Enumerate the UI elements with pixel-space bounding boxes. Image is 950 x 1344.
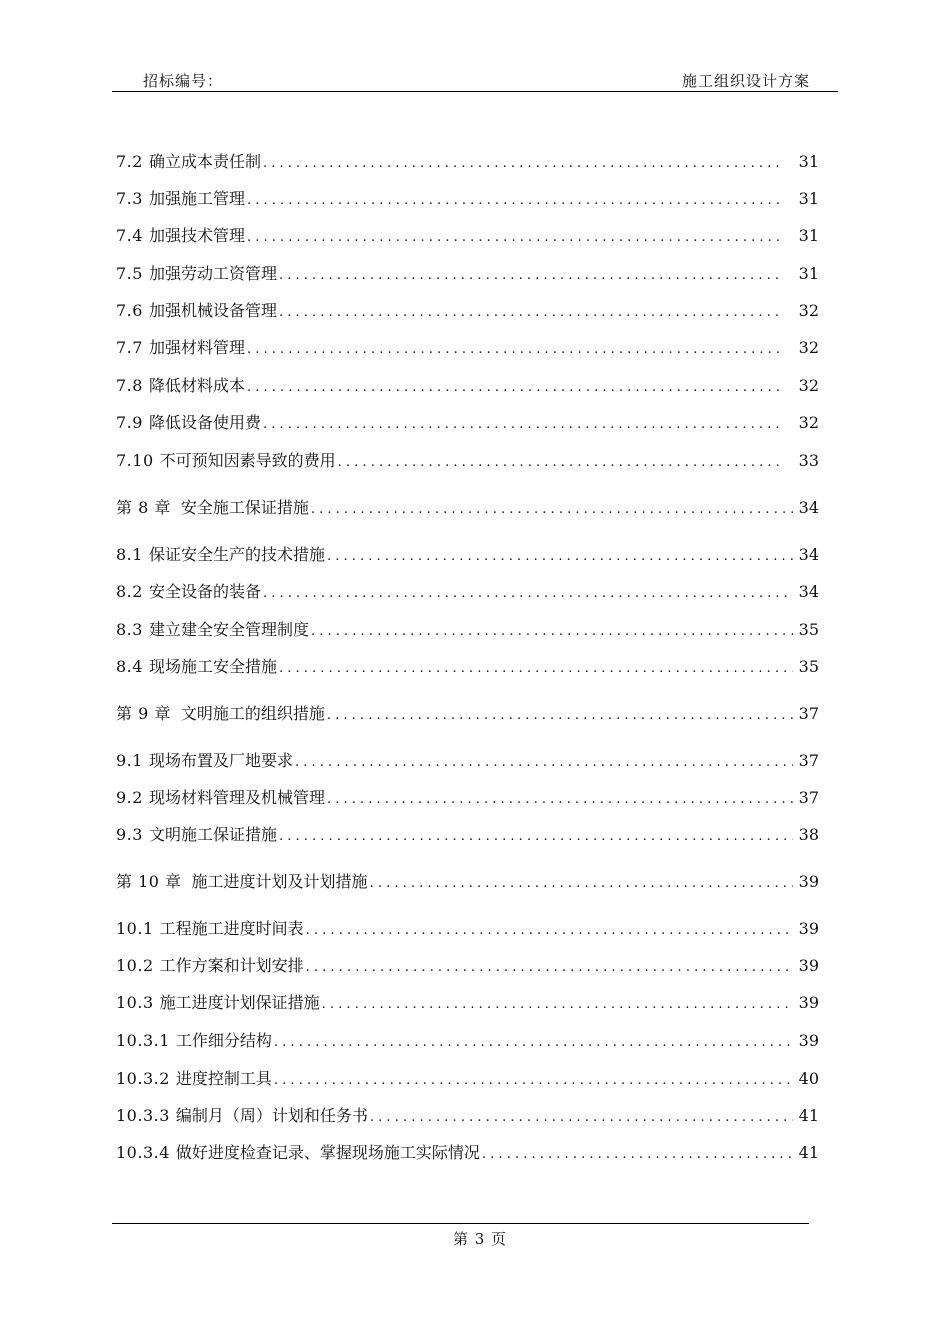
toc-entry-page: 31	[798, 226, 819, 245]
toc-entry-title: 加强技术管理	[148, 226, 245, 245]
toc-dot-leader	[370, 1110, 793, 1125]
toc-entry-title: 现场布置及厂地要求	[148, 751, 293, 770]
toc-entry-title: 工作细分结构	[175, 1031, 272, 1050]
toc-dot-leader	[279, 305, 783, 320]
toc-entry-page: 34	[798, 582, 819, 601]
toc-entry[interactable]	[116, 1028, 819, 1050]
toc-dot-leader	[311, 624, 793, 639]
toc-entry-title: 做好进度检查记录、掌握现场施工实际情况	[175, 1143, 480, 1162]
toc-entry-page: 39	[798, 1031, 819, 1050]
toc-entry-number: 10.2	[116, 956, 154, 975]
toc-entry-number: 7.2	[116, 152, 143, 171]
toc-dot-leader	[322, 997, 793, 1012]
toc-entry[interactable]	[116, 785, 819, 807]
toc-chapter-entry[interactable]	[116, 495, 819, 517]
toc-entry-page: 34	[798, 498, 819, 517]
toc-entry-title: 编制月（周）计划和任务书	[175, 1106, 368, 1125]
toc-entry-number: 7.7	[116, 338, 143, 357]
toc-entry-title: 现场材料管理及机械管理	[148, 788, 325, 807]
toc-entry-number: 7.5	[116, 264, 143, 283]
toc-entry-number: 10.3	[116, 993, 154, 1012]
toc-entry-page: 37	[798, 751, 819, 770]
toc-entry-title: 工程施工进度时间表	[159, 919, 304, 938]
page-number: 第 3 页	[452, 1230, 508, 1248]
toc-entry[interactable]	[116, 1103, 819, 1125]
toc-entry-title: 加强劳动工资管理	[148, 264, 277, 283]
toc-dot-leader	[247, 342, 783, 357]
toc-dot-leader	[274, 1073, 793, 1088]
toc-entry-number: 7.8	[116, 376, 143, 395]
toc-entry-page: 38	[798, 825, 819, 844]
toc-entry[interactable]	[116, 654, 819, 676]
toc-entry-page: 31	[798, 189, 819, 208]
toc-entry-page: 33	[798, 451, 819, 470]
toc-entry-page: 39	[798, 993, 819, 1012]
toc-entry-page: 31	[798, 264, 819, 283]
toc-entry-number: 10.3.3	[116, 1106, 170, 1125]
toc-entry[interactable]	[116, 990, 819, 1012]
header-document-title: 施工组织设计方案	[681, 72, 810, 90]
toc-entry-page: 32	[798, 376, 819, 395]
toc-entry-page: 37	[798, 704, 819, 723]
toc-entry-number: 8.1	[116, 545, 143, 564]
toc-entry-number: 9.2	[116, 788, 143, 807]
toc-entry-number: 9.3	[116, 825, 143, 844]
toc-entry-title: 安全施工保证措施	[180, 498, 309, 517]
toc-chapter-entry[interactable]	[116, 869, 819, 891]
toc-entry-title: 安全设备的装备	[148, 582, 261, 601]
toc-entry-title: 施工进度计划保证措施	[159, 993, 320, 1012]
toc-entry[interactable]	[116, 953, 819, 975]
toc-entry[interactable]	[116, 617, 819, 639]
toc-entry-number: 10.3.4	[116, 1143, 170, 1162]
toc-dot-leader	[274, 1035, 793, 1050]
toc-entry-page: 35	[798, 657, 819, 676]
toc-dot-leader	[247, 193, 783, 208]
toc-entry[interactable]	[116, 448, 819, 470]
toc-entry-number: 7.4	[116, 226, 143, 245]
toc-entry-title: 工作方案和计划安排	[159, 956, 304, 975]
toc-entry-page: 32	[798, 301, 819, 320]
toc-entry-number: 10.3.1	[116, 1031, 170, 1050]
toc-entry-page: 39	[798, 919, 819, 938]
toc-entry-number: 10.1	[116, 919, 154, 938]
toc-entry-title: 文明施工保证措施	[148, 825, 277, 844]
toc-chapter-entry[interactable]	[116, 701, 819, 723]
toc-entry-number: 7.6	[116, 301, 143, 320]
toc-dot-leader	[263, 156, 783, 171]
toc-entry-title: 文明施工的组织措施	[180, 704, 325, 723]
toc-entry[interactable]	[116, 542, 819, 564]
toc-entry-title: 加强材料管理	[148, 338, 245, 357]
toc-dot-leader	[247, 380, 783, 395]
toc-entry-page: 34	[798, 545, 819, 564]
toc-entry[interactable]	[116, 261, 819, 283]
header-divider	[112, 91, 838, 92]
toc-dot-leader	[327, 708, 793, 723]
toc-entry-page: 35	[798, 620, 819, 639]
toc-entry-number: 7.3	[116, 189, 143, 208]
toc-entry[interactable]	[116, 1066, 819, 1088]
toc-dot-leader	[295, 755, 793, 770]
toc-entry-title: 不可预知因素导致的费用	[159, 451, 336, 470]
toc-entry[interactable]	[116, 335, 819, 357]
toc-entry[interactable]	[116, 149, 819, 171]
toc-entry-title: 加强施工管理	[148, 189, 245, 208]
toc-entry-number: 8.3	[116, 620, 143, 639]
toc-entry-title: 保证安全生产的技术措施	[148, 545, 325, 564]
toc-dot-leader	[338, 455, 783, 470]
toc-entry-title: 降低材料成本	[148, 376, 245, 395]
toc-dot-leader	[306, 923, 793, 938]
toc-entry-title: 现场施工安全措施	[148, 657, 277, 676]
toc-entry-title: 施工进度计划及计划措施	[191, 872, 368, 891]
toc-entry-page: 39	[798, 872, 819, 891]
toc-dot-leader	[306, 960, 793, 975]
toc-entry-number: 第 8 章	[116, 498, 171, 517]
toc-dot-leader	[482, 1147, 793, 1162]
toc-entry[interactable]	[116, 916, 819, 938]
toc-entry-number: 8.4	[116, 657, 143, 676]
toc-entry[interactable]	[116, 410, 819, 432]
toc-dot-leader	[327, 549, 793, 564]
toc-entry[interactable]	[116, 186, 819, 208]
toc-entry-number: 9.1	[116, 751, 143, 770]
toc-entry-number: 8.2	[116, 582, 143, 601]
footer-divider	[112, 1223, 809, 1224]
toc-entry-title: 建立建全安全管理制度	[148, 620, 309, 639]
toc-entry-page: 31	[798, 152, 819, 171]
toc-entry-title: 进度控制工具	[175, 1069, 272, 1088]
toc-dot-leader	[279, 268, 783, 283]
header-tender-number-label: 招标编号：	[143, 72, 224, 90]
toc-entry-page: 41	[798, 1143, 819, 1162]
toc-dot-leader	[279, 661, 793, 676]
toc-entry-number: 7.9	[116, 413, 143, 432]
toc-entry-page: 32	[798, 338, 819, 357]
toc-entry-title: 加强机械设备管理	[148, 301, 277, 320]
toc-entry[interactable]	[116, 748, 819, 770]
toc-entry-page: 32	[798, 413, 819, 432]
toc-dot-leader	[247, 230, 783, 245]
toc-dot-leader	[263, 586, 793, 601]
toc-entry-number: 第 10 章	[116, 872, 182, 891]
toc-entry-page: 41	[798, 1106, 819, 1125]
toc-dot-leader	[370, 876, 793, 891]
toc-dot-leader	[279, 829, 793, 844]
toc-entry-number: 第 9 章	[116, 704, 171, 723]
toc-entry[interactable]	[116, 223, 819, 245]
toc-entry-title: 降低设备使用费	[148, 413, 261, 432]
toc-entry-number: 7.10	[116, 451, 154, 470]
toc-entry[interactable]	[116, 822, 819, 844]
toc-dot-leader	[263, 417, 783, 432]
toc-entry-number: 10.3.2	[116, 1069, 170, 1088]
toc-entry-page: 39	[798, 956, 819, 975]
toc-entry[interactable]	[116, 579, 819, 601]
toc-entry[interactable]	[116, 373, 819, 395]
toc-entry-page: 40	[798, 1069, 819, 1088]
toc-entry-page: 37	[798, 788, 819, 807]
toc-dot-leader	[327, 792, 793, 807]
toc-entry-title: 确立成本责任制	[148, 152, 261, 171]
toc-entry[interactable]	[116, 1140, 819, 1162]
toc-dot-leader	[311, 502, 793, 517]
toc-entry[interactable]	[116, 298, 819, 320]
